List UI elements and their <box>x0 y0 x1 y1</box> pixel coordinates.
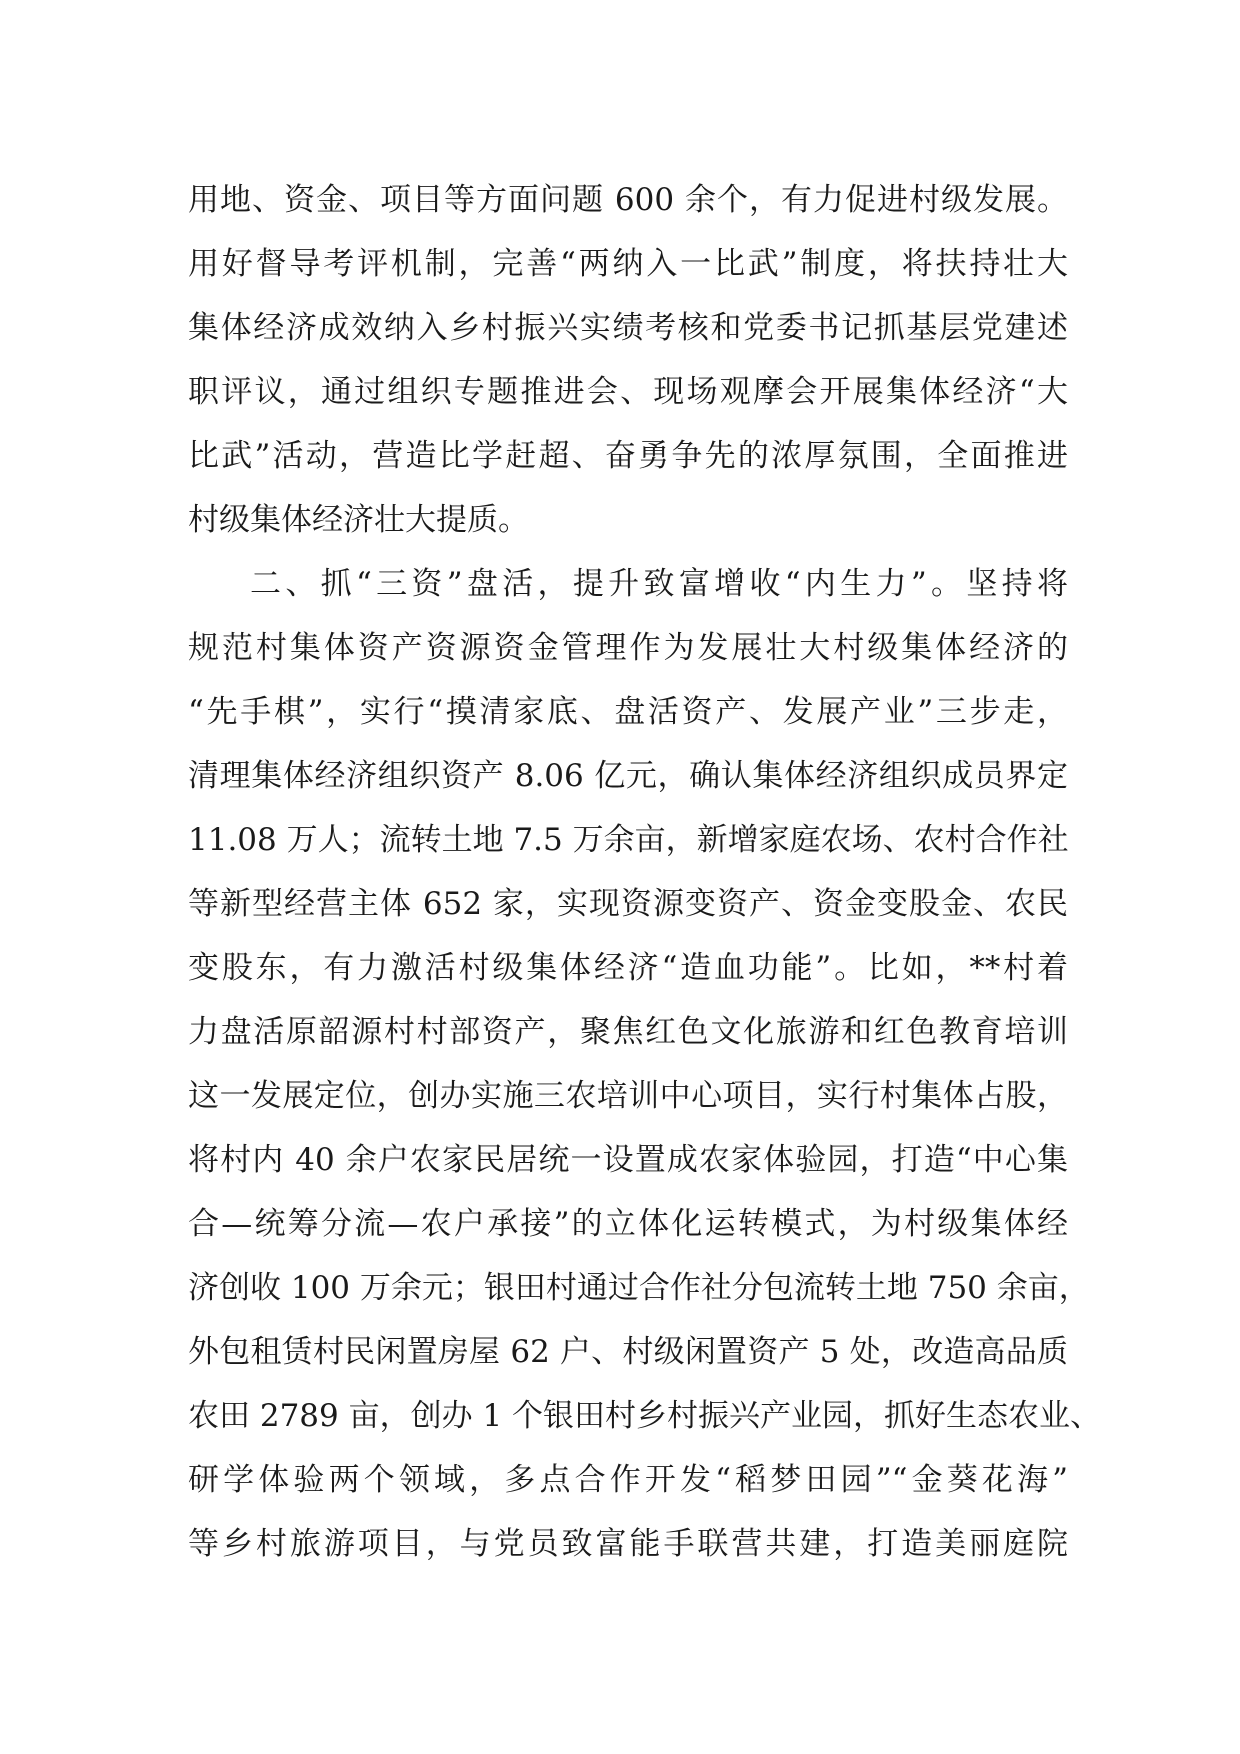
text-line: 职评议，通过组织专题推进会、现场观摩会开展集体经济“大 <box>188 374 1068 410</box>
text-line: 这一发展定位，创办实施三农培训中心项目，实行村集体占股， <box>188 1078 1068 1114</box>
text-line: 外包租赁村民闲置房屋 62 户、村级闲置资产 5 处，改造高品质 <box>188 1334 1068 1370</box>
text-line: 等乡村旅游项目，与党员致富能手联营共建，打造美丽庭院 <box>188 1526 1068 1562</box>
text-line: 等新型经营主体 652 家，实现资源变资产、资金变股金、农民 <box>188 886 1068 922</box>
section-heading-line: 二、抓“三资”盘活，提升致富增收“内生力”。坚持将 <box>250 566 1068 602</box>
text-line: 农田 2789 亩，创办 1 个银田村乡村振兴产业园，抓好生态农业、 <box>188 1398 1102 1434</box>
text-line: 变股东，有力激活村级集体经济“造血功能”。比如，**村着 <box>188 950 1068 986</box>
text-line: 力盘活原韶源村村部资产，聚焦红色文化旅游和红色教育培训 <box>188 1014 1068 1050</box>
text-line: 用地、资金、项目等方面问题 600 余个，有力促进村级发展。 <box>188 182 1068 218</box>
text-line: 11.08 万人；流转土地 7.5 万余亩，新增家庭农场、农村合作社 <box>188 822 1069 858</box>
text-line: 清理集体经济组织资产 8.06 亿元，确认集体经济组织成员界定 <box>188 758 1068 794</box>
text-line: 规范村集体资产资源资金管理作为发展壮大村级集体经济的 <box>188 630 1068 666</box>
text-line: 用好督导考评机制，完善“两纳入一比武”制度，将扶持壮大 <box>188 246 1068 282</box>
text-line: 村级集体经济壮大提质。 <box>188 502 529 538</box>
text-line: 济创收 100 万余元；银田村通过合作社分包流转土地 750 余亩， <box>188 1270 1090 1306</box>
text-line: 合—统筹分流—农户承接”的立体化运转模式，为村级集体经 <box>188 1206 1068 1242</box>
text-line: 集体经济成效纳入乡村振兴实绩考核和党委书记抓基层党建述 <box>188 310 1068 346</box>
text-line: 研学体验两个领域，多点合作开发“稻梦田园”“金葵花海” <box>188 1462 1068 1498</box>
text-line: “先手棋”，实行“摸清家底、盘活资产、发展产业”三步走， <box>188 694 1068 730</box>
text-line: 比武”活动，营造比学赶超、奋勇争先的浓厚氛围，全面推进 <box>188 438 1068 474</box>
text-line: 将村内 40 余户农家民居统一设置成农家体验园，打造“中心集 <box>188 1142 1068 1178</box>
body-text <box>188 168 1102 1576</box>
